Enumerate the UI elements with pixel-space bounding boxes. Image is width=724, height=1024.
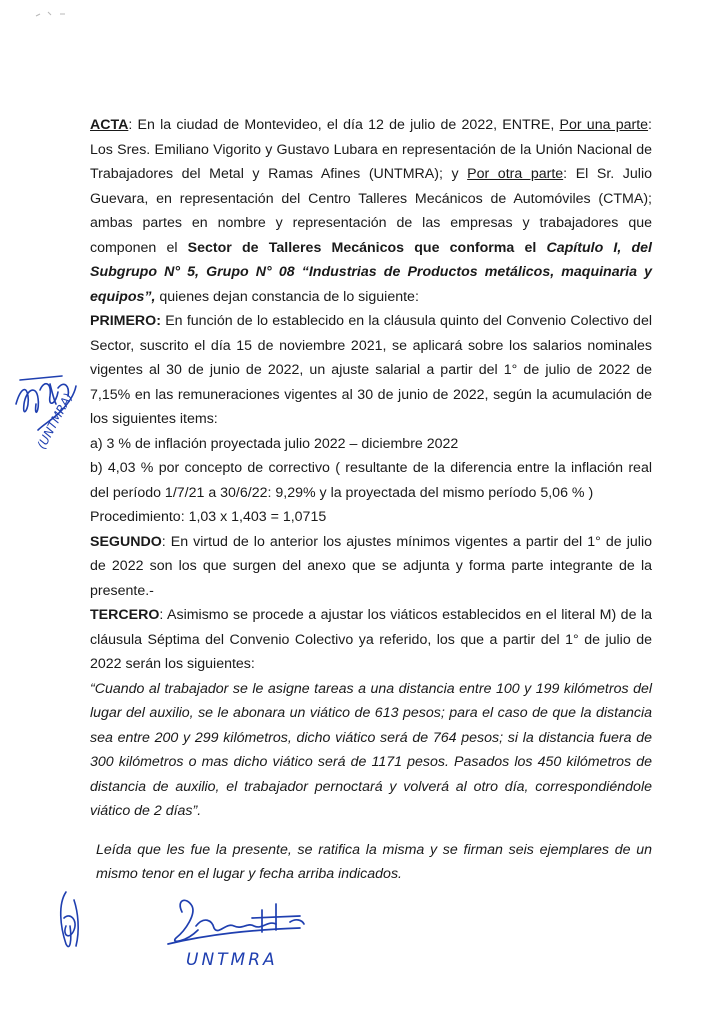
closing-paragraph: Leída que les fue la presente, se ratifica la misma y se firman seis ejemplares de un mismo tenor en el lugar y fecha arriba indicados. [96,841,652,882]
acta-text-2: : Los Sres. Emiliano Vigorito y Gustavo Lubara en representación de la Unión Nacional de Trabajadores del Metal y Ramas Afines (UNTMRA); y [90,117,652,182]
primero-text: En función de lo establecido en la cláusula quinto del Convenio Colectivo del Sector, suscrito el día 15 de noviembre 2021, se aplicará sobre los salarios nominales vigentes al 30 de junio de 2022, un ajuste salarial a partir del 1° de julio de 2022 de 7,15% en las remuneraciones vigentes al 30 de junio de 2022, según la acumulación de los siguientes items: [90,313,652,427]
signature-label: UNTMRA [186,950,278,970]
acta-text-1: : En la ciudad de Montevideo, el día 12 de julio de 2022, ENTRE, [128,117,560,133]
margin-initials-text: (UNTMRA) [34,390,76,452]
lower-initials-mark [61,892,78,947]
tercero-text: : Asimismo se procede a ajustar los viáticos establecidos en el literal M) de la cláusula Séptima del Convenio Colectivo ya referido, los que a partir del 1° de julio de 2022 serán los siguientes: [90,607,652,672]
tercero-quote: “Cuando al trabajador se le asigne tareas a una distancia entre 100 y 199 kilómetros del lugar del auxilio, se le abonara un viático de 613 pesos; para el caso de que la distancia sea entre 200 y 299 kilómetros, dicho viático será de 764 pesos; si la distancia fuera de 300 kilómetros o mas dicho viático será de 1171 pesos. Pasados los 450 kilómetros de distancia de auxilio, el trabajador pernoctará y volverá al otro día, correspondiéndole viático de 2 días”. [90,680,652,819]
tercero-paragraph [90,603,652,677]
segundo-text: : En virtud de lo anterior los ajustes mínimos vigentes a partir del 1° de julio de 2022 son los que surgen del anexo que se adjunta y forma parte integrante de la presente.- [90,533,652,599]
acta-bold-italic-grupo: Capítulo I, del Subgrupo N° 5, Grupo N° 08 “Industrias de Productos metálicos, maquinaria y equipos”, [90,239,652,305]
acta-label: ACTA [90,117,129,133]
scan-specks [36,12,65,16]
segundo-label: SEGUNDO [90,533,162,550]
primero-paragraph [90,309,652,432]
acta-body [90,113,652,887]
segundo-paragraph [90,530,652,604]
tercero-label: TERCERO [90,607,160,623]
acta-paragraph [90,113,652,309]
acta-bold-sector: Sector de Talleres Mecánicos que conforma el [187,239,547,256]
acta-text-3: : El Sr. Julio Guevara, en representación del Centro Talleres Mecánicos de Automóviles (CTMA); ambas partes en nombre y representación de las empresas y trabajadores que componen el [90,166,652,256]
primero-item-b: b) 4,03 % por concepto de correctivo ( resultante de la diferencia entre la inflación real del período 1/7/21 a 30/6/22: 9,29% y la proyectada del mismo período 5,06 % ) [90,460,652,501]
signature-mark [168,900,304,944]
acta-text-4: quienes dejan constancia de lo siguiente: [155,288,419,305]
primero-procedimiento: Procedimiento: 1,03 x 1,403 = 1,0715 [90,509,327,525]
primero-item-a: a) 3 % de inflación proyectada julio 2022 – diciembre 2022 [90,435,459,452]
por-otra-parte: Por otra parte [467,166,564,182]
por-una-parte: Por una parte [559,117,649,133]
primero-label: PRIMERO: [90,313,161,329]
